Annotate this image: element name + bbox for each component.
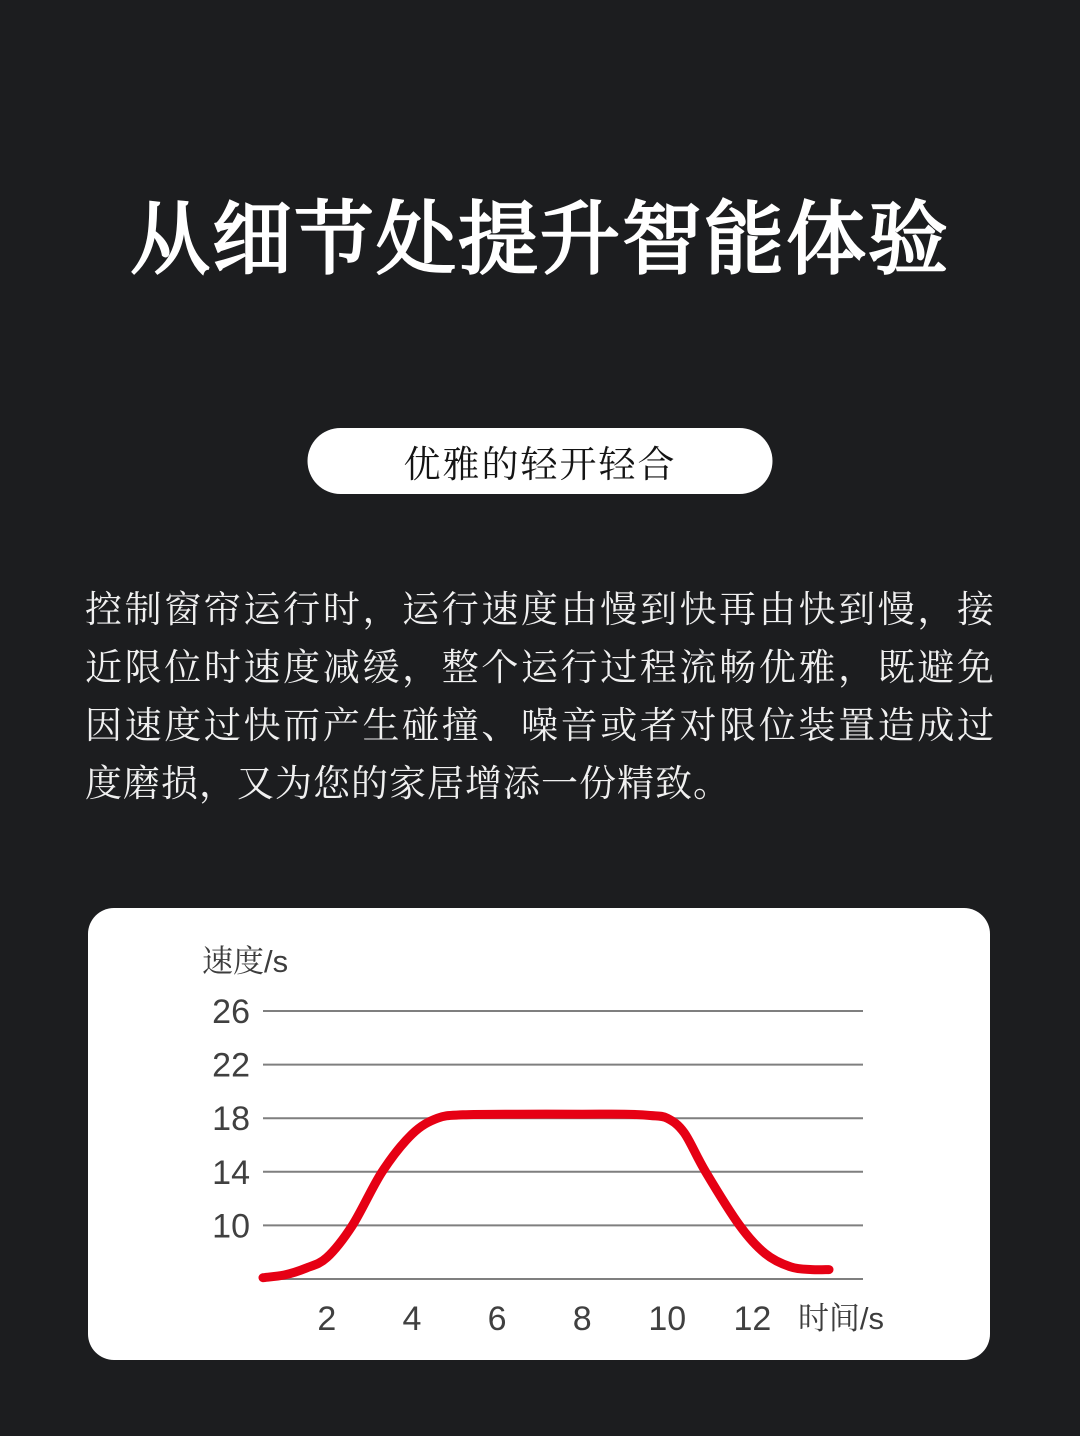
- y-tick-label-22: 22: [212, 1046, 250, 1085]
- feature-badge: [308, 428, 773, 494]
- y-axis-label: 速度/s: [202, 944, 289, 979]
- y-tick-label-18: 18: [212, 1100, 250, 1139]
- y-tick-label-10: 10: [212, 1207, 250, 1246]
- x-tick-label-6: 6: [487, 1300, 507, 1338]
- x-axis-label: 时间/s: [797, 1301, 885, 1336]
- x-tick-label-10: 10: [648, 1300, 687, 1338]
- feature-badge-label: 优雅的轻开轻合: [403, 444, 677, 485]
- feature-description: 控制窗帘运行时，运行速度由慢到快再由快到慢，接近限位时速度减缓，整个运行过程流畅优雅，既避免因速度过快而产生碰撞、噪音或者对限位装置造成过度磨损，又为您的家居增添一份精致。: [85, 589, 995, 804]
- x-tick-label-2: 2: [317, 1300, 337, 1338]
- x-tick-label-8: 8: [572, 1300, 592, 1338]
- section-headline: 从细节处提升智能体验: [130, 195, 950, 284]
- speed-curve: [263, 1114, 829, 1278]
- x-tick-label-4: 4: [402, 1300, 422, 1338]
- speed-curve-card: [88, 908, 990, 1360]
- y-tick-label-26: 26: [212, 993, 250, 1031]
- speed-time-line-chart: [88, 908, 990, 1360]
- y-tick-label-14: 14: [212, 1153, 250, 1192]
- x-tick-label-12: 12: [733, 1300, 772, 1338]
